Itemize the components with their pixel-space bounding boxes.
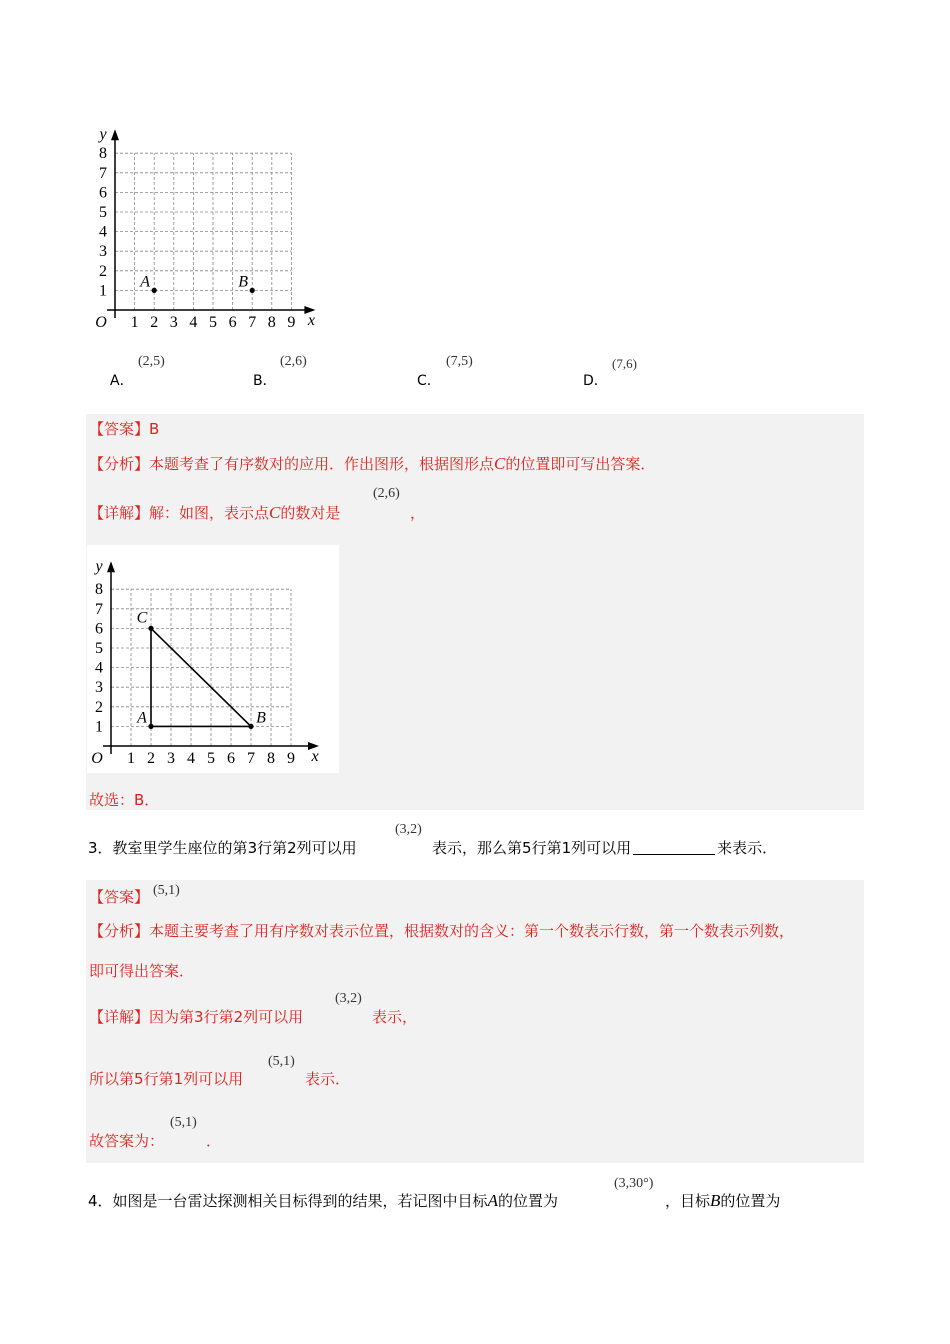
q3-detail: 【详解】因为第3行第2列可以用 [89, 1008, 304, 1026]
q3-reason-value: (5,1) [268, 1054, 295, 1069]
option-c-value: (7,5) [446, 354, 473, 369]
x-tick-label: 1 [127, 750, 135, 767]
origin-label: O [91, 750, 103, 767]
y-tick-label: 1 [99, 282, 107, 300]
point-a [152, 288, 157, 293]
y-tick-label: 8 [95, 581, 103, 599]
q4-question: 4．如图是一台雷达探测相关目标得到的结果，若记图中目标A的位置为 [88, 1191, 558, 1210]
q2-answer: 【答案】B [89, 420, 160, 438]
x-axis-label: x [311, 748, 319, 765]
coordinate-figure-solution [87, 545, 339, 773]
x-tick-label: 2 [150, 314, 159, 331]
option-b-value: (2,6) [280, 354, 307, 369]
x-tick-label: 1 [130, 314, 139, 331]
x-tick-label: 6 [227, 750, 235, 767]
q3-answer-value: (5,1) [153, 883, 180, 898]
q3-final-end: ． [206, 1132, 222, 1150]
y-tick-label: 2 [99, 262, 107, 280]
option-a-value: (2,5) [138, 354, 165, 369]
q3-final-value: (5,1) [170, 1115, 197, 1130]
point-label-b: B [238, 273, 249, 291]
option-a: A． [110, 373, 134, 389]
q2-detail-value: (2,6) [373, 486, 400, 501]
q3-detail-value: (3,2) [335, 991, 362, 1006]
y-tick-label: 8 [99, 145, 107, 163]
y-axis-label: y [99, 126, 107, 144]
x-axis-label: x [307, 312, 315, 329]
y-axis-arrow [111, 129, 119, 140]
q3-detail-end: 表示， [372, 1008, 418, 1026]
origin-label: O [95, 314, 107, 331]
y-tick-label: 3 [99, 243, 107, 261]
option-d-value: (7,6) [612, 356, 637, 371]
q3-answer: 【答案】 [89, 888, 150, 906]
point-label-c: C [136, 609, 148, 627]
x-tick-label: 8 [267, 314, 276, 331]
y-tick-label: 7 [99, 164, 107, 182]
q4-value: (3,30°) [614, 1176, 654, 1191]
y-tick-label: 6 [95, 620, 103, 638]
y-tick-label: 5 [99, 204, 107, 221]
y-tick-label: 2 [95, 698, 103, 716]
y-tick-label: 6 [99, 184, 107, 202]
q3-question-cont: 表示，那么第5行第1列可以用 来表示． [432, 839, 778, 857]
x-tick-label: 7 [247, 750, 255, 767]
x-tick-label: 8 [267, 750, 275, 767]
x-tick-label: 2 [147, 750, 155, 767]
y-tick-label: 5 [95, 640, 103, 657]
q4-question-cont: ，目标B的位置为 [665, 1191, 781, 1210]
point-label-b: B [256, 709, 266, 727]
x-tick-label: 6 [228, 314, 237, 331]
x-tick-label: 4 [189, 314, 198, 331]
y-tick-label: 3 [95, 679, 103, 697]
q3-analysis-line2: 即可得出答案． [89, 962, 195, 980]
q2-detail: 【详解】解：如图，表示点C的数对是 [89, 503, 341, 522]
y-tick-label: 4 [95, 659, 103, 677]
point-label-a: A [137, 709, 147, 727]
grid-group [95, 126, 315, 331]
q3-reason-end: 表示． [305, 1070, 351, 1088]
y-tick-label: 7 [95, 600, 103, 618]
y-axis-label: y [95, 558, 103, 576]
option-d: D． [583, 373, 608, 389]
x-tick-label: 3 [169, 314, 178, 331]
triangle-grid-group [91, 558, 319, 767]
y-tick-label: 1 [95, 718, 103, 736]
x-tick-label: 9 [287, 750, 295, 767]
point-label-a: A [140, 273, 151, 291]
y-tick-label: 4 [99, 223, 107, 241]
point-b [250, 288, 255, 293]
x-tick-label: 5 [209, 314, 217, 331]
x-tick-label: 4 [187, 750, 195, 767]
x-tick-label: 3 [167, 750, 175, 767]
x-tick-label: 9 [287, 314, 296, 331]
x-tick-label: 5 [207, 750, 215, 767]
q2-detail-end: ， [410, 504, 426, 522]
point-c [148, 626, 153, 631]
point-b [248, 724, 253, 729]
q3-value: (3,2) [395, 822, 422, 837]
point-a [148, 724, 153, 729]
q3-reason: 所以第5行第1列可以用 [89, 1070, 244, 1088]
answer-blank[interactable] [633, 840, 715, 855]
q2-conclusion: 故选：B． [89, 791, 160, 809]
q2-analysis: 【分析】本题考查了有序数对的应用．作出图形，根据图形点C的位置即可写出答案． [89, 454, 656, 473]
triangle-abc [151, 628, 251, 726]
q3-question: 3．教室里学生座位的第3行第2列可以用 [88, 839, 357, 857]
q3-final: 故答案为： [89, 1132, 165, 1150]
x-tick-label: 7 [248, 314, 257, 331]
coordinate-figure-q2 [85, 115, 340, 340]
option-c: C． [417, 373, 441, 389]
y-axis-arrow [107, 561, 115, 572]
q3-analysis-line1: 【分析】本题主要考查了用有序数对表示位置，根据数对的含义：第一个数表示行数，第一个数表示列数， [89, 922, 795, 940]
option-b: B． [253, 373, 277, 389]
